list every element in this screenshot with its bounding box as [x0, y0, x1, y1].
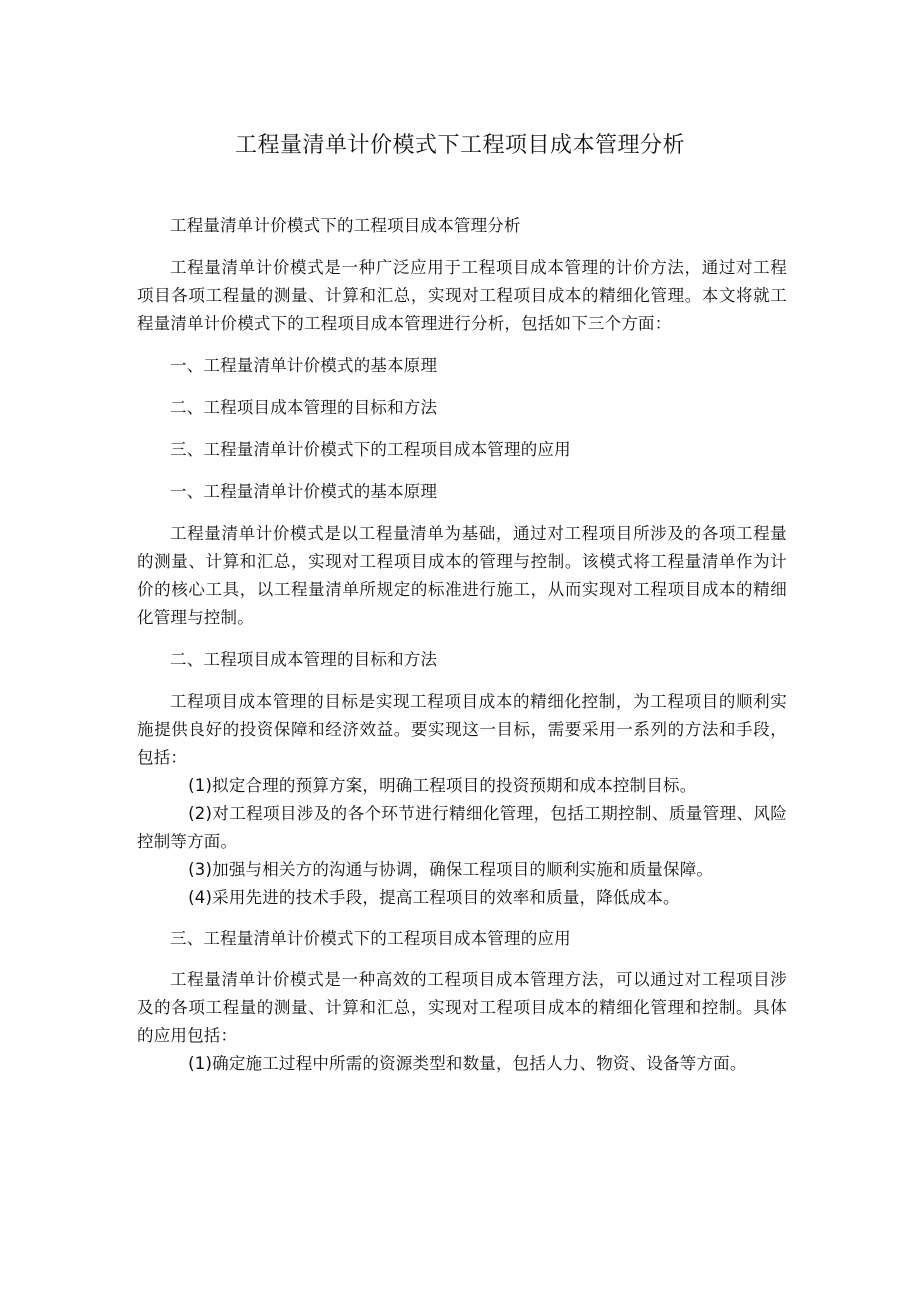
section-2-list-item-4: (4)采用先进的技术手段，提高工程项目的效率和质量，降低成本。 — [188, 888, 680, 907]
document-title: 工程量清单计价模式下工程项目成本管理分析 — [234, 133, 685, 158]
section-1-paragraph: 工程量清单计价模式是以工程量清单为基础，通过对工程项目所涉及的各项工程量的测量、计算和汇总，实现对工程项目成本的管理与控制。该模式将工程量清单作为计价的核心工具，以工程量清单所规定的标准进行施工，从而实现对工程项目成本的精细化管理与控制。 — [137, 524, 787, 627]
section-3-list-item-1: (1)确定施工过程中所需的资源类型和数量，包括人力、物资、设备等方面。 — [188, 1054, 747, 1073]
section-2-list-item-3: (3)加强与相关方的沟通与协调，确保工程项目的顺利实施和质量保障。 — [188, 860, 714, 879]
section-2-paragraph: 工程项目成本管理的目标是实现工程项目成本的精细化控制，为工程项目的顺利实施提供良好的投资保障和经济效益。要实现这一目标，需要采用一系列的方法和手段，包括： — [137, 692, 787, 767]
section-2-list-item-2: (2)对工程项目涉及的各个环节进行精细化管理，包括工期控制、质量管理、风险控制等方面。 — [137, 804, 787, 851]
section-2-list-item-1: (1)拟定合理的预算方案，明确工程项目的投资预期和成本控制目标。 — [188, 776, 697, 795]
outline-item-3: 三、工程量清单计价模式下的工程项目成本管理的应用 — [170, 440, 571, 459]
section-3-paragraph: 工程量清单计价模式是一种高效的工程项目成本管理方法，可以通过对工程项目涉及的各项工程量的测量、计算和汇总，实现对工程项目成本的精细化管理和控制。具体的应用包括： — [137, 970, 787, 1045]
section-heading-1: 一、工程量清单计价模式的基本原理 — [170, 482, 438, 501]
outline-item-1: 一、工程量清单计价模式的基本原理 — [170, 356, 438, 375]
section-heading-3: 三、工程量清单计价模式下的工程项目成本管理的应用 — [170, 929, 571, 948]
subtitle-paragraph: 工程量清单计价模式下的工程项目成本管理分析 — [170, 216, 521, 235]
outline-item-2: 二、工程项目成本管理的目标和方法 — [170, 398, 438, 417]
intro-paragraph: 工程量清单计价模式是一种广泛应用于工程项目成本管理的计价方法，通过对工程项目各项工程量的测量、计算和汇总，实现对工程项目成本的精细化管理。本文将就工程量清单计价模式下的工程项目成本管理进行分析，包括如下三个方面： — [137, 258, 787, 333]
document-body — [137, 212, 787, 1078]
section-heading-2: 二、工程项目成本管理的目标和方法 — [170, 650, 438, 669]
